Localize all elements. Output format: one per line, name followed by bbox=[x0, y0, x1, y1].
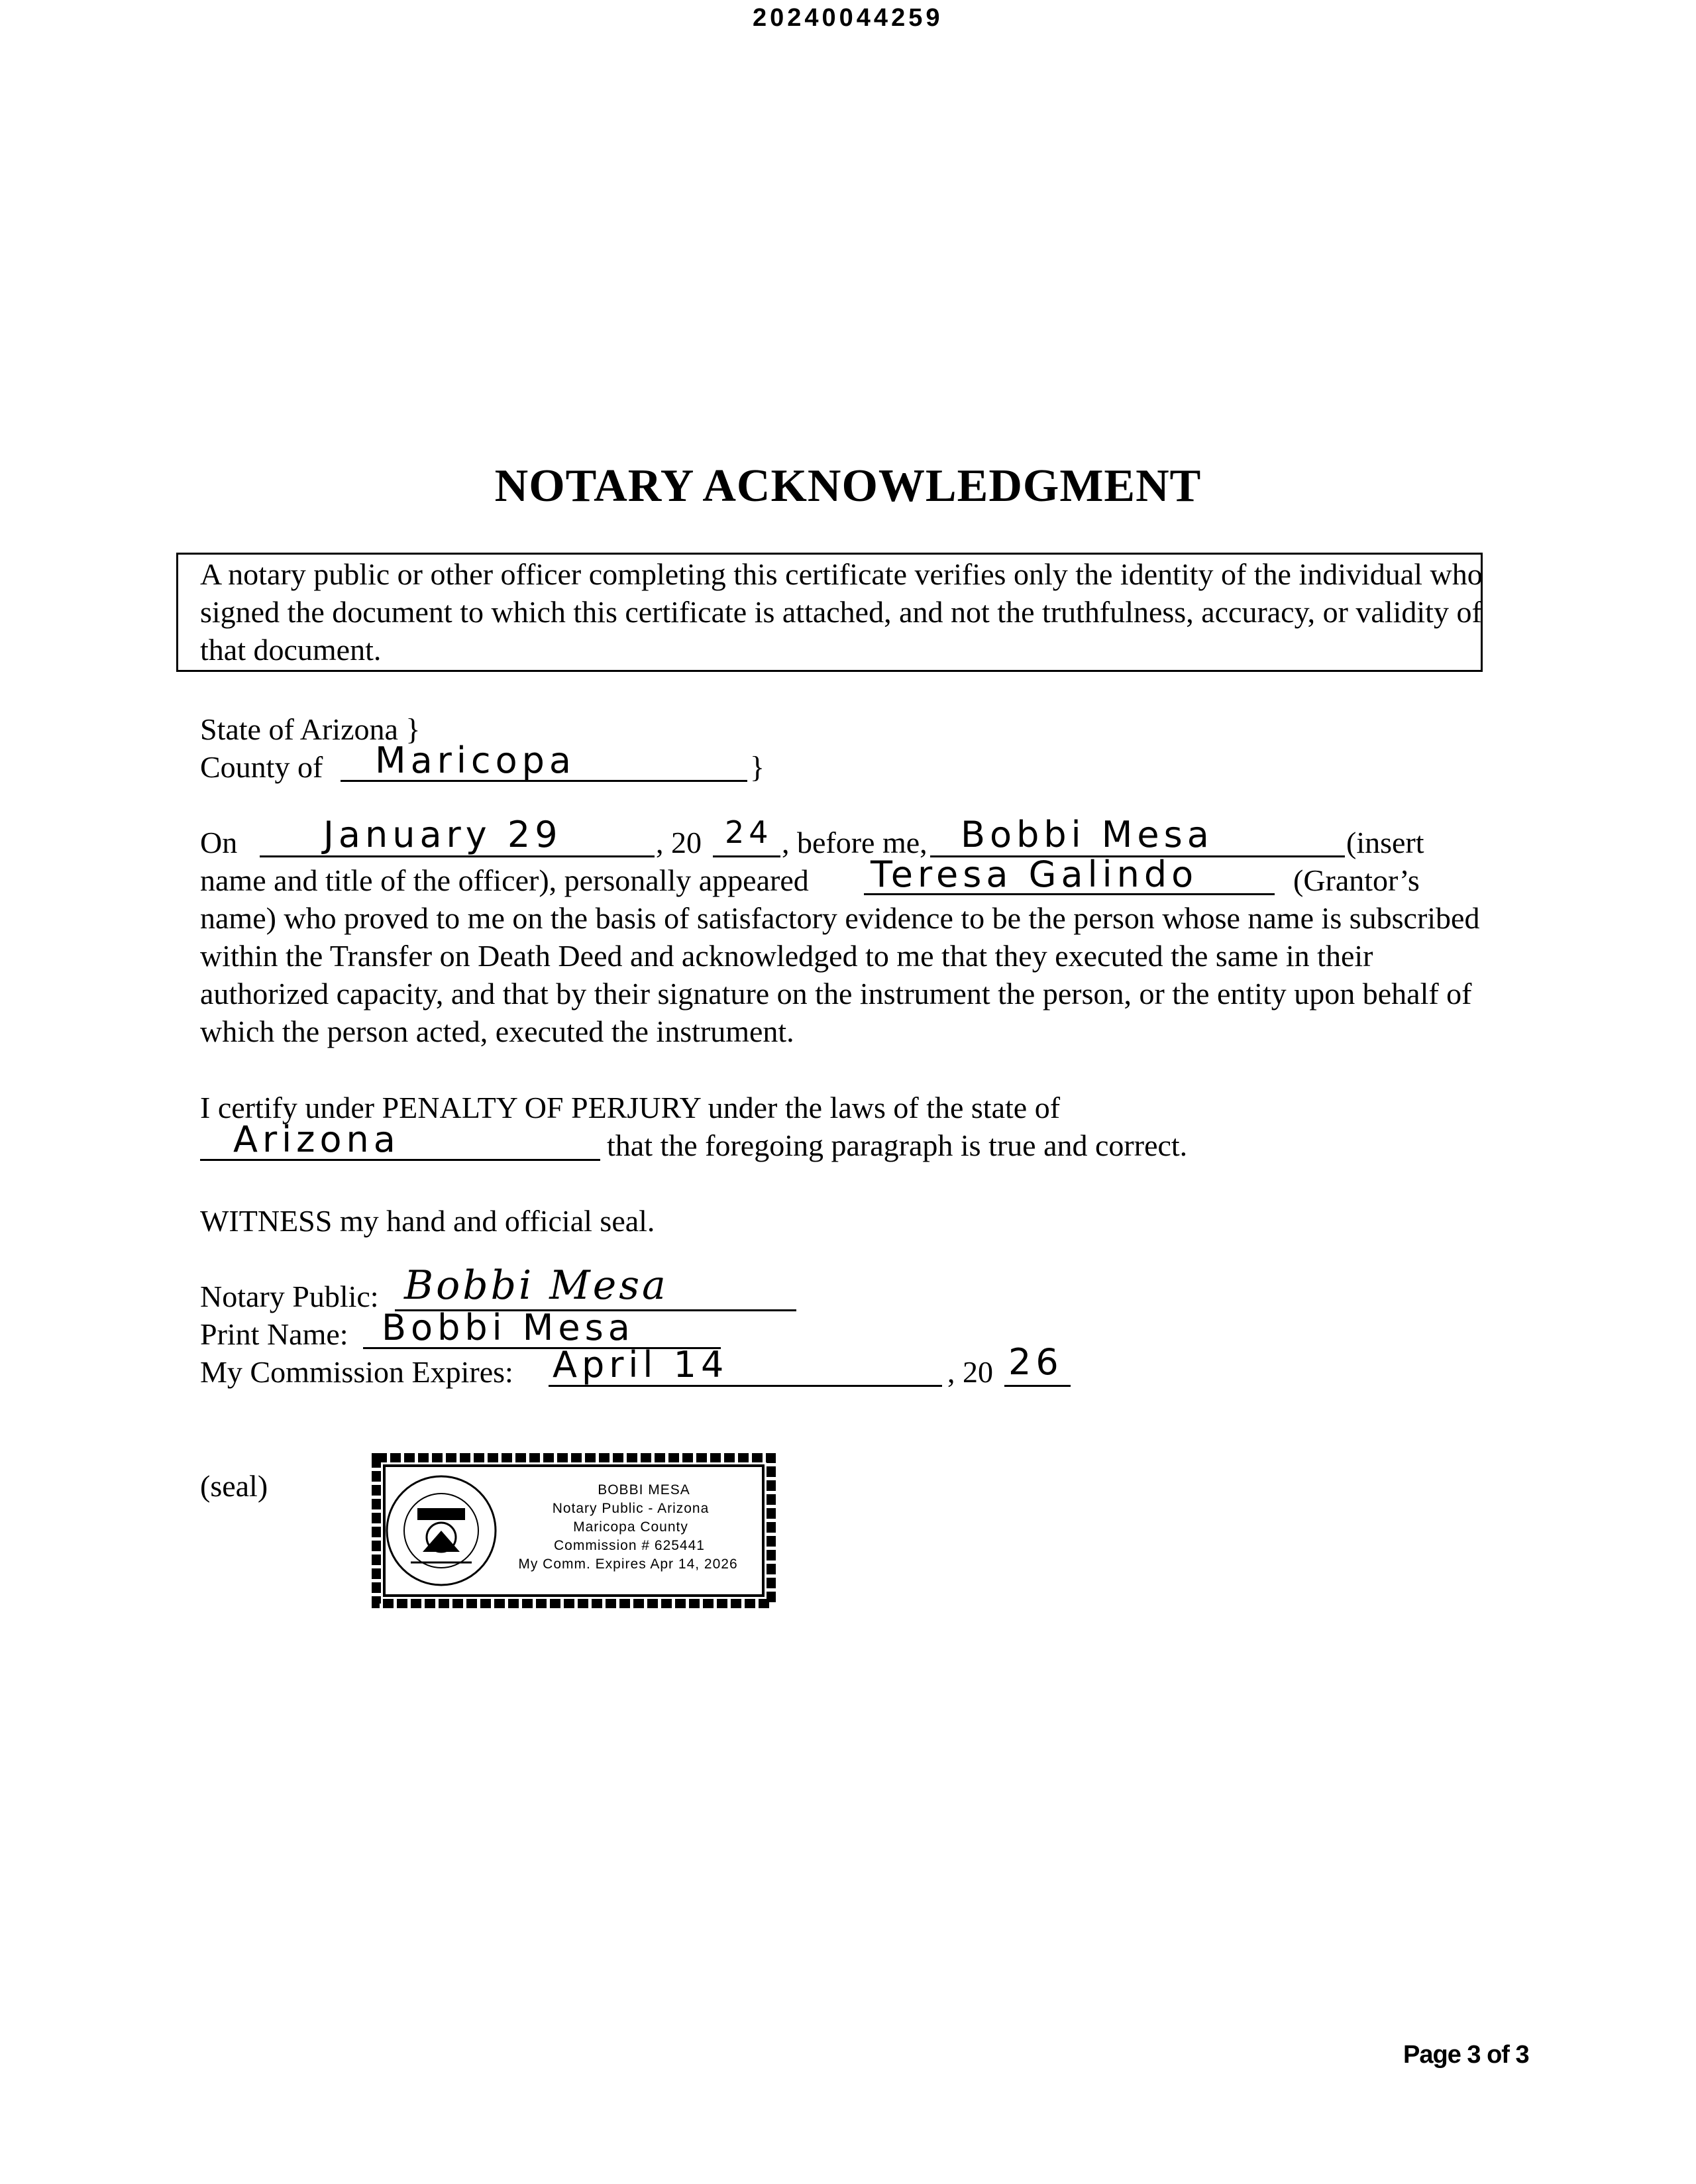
year-prefix: , 20 bbox=[656, 826, 702, 859]
appeared-label: name and title of the officer), personally appeared bbox=[200, 863, 809, 897]
acknowledgment-body: name) who proved to me on the basis of satisfactory evidence to be the person whose name is subscribed within the Transfer on Death Deed and acknowledged to me that they executed the same in their authorized capacity, and that by their signature on the instrument the person, or the entity upon behalf of which the person acted, executed the instrument. bbox=[200, 901, 1480, 1048]
print-name-label: Print Name: bbox=[200, 1317, 348, 1351]
print-name-value: Bobbi Mesa bbox=[382, 1307, 635, 1348]
page-number: Page 3 of 3 bbox=[1403, 2041, 1529, 2069]
seal-label: (seal) bbox=[200, 1469, 268, 1503]
date-value: January 29 bbox=[323, 814, 562, 855]
on-label: On bbox=[200, 826, 238, 859]
insert-label: (insert bbox=[1346, 826, 1424, 859]
commission-expires-label: My Commission Expires: bbox=[200, 1355, 513, 1389]
certification-line2: that the foregoing paragraph is true and correct. bbox=[607, 1128, 1188, 1162]
grantor-label: (Grantor’s bbox=[1293, 863, 1420, 897]
notary-public-label: Notary Public: bbox=[200, 1280, 379, 1313]
before-me-label: , before me, bbox=[782, 826, 928, 859]
state-seal-emblem bbox=[384, 1474, 498, 1588]
county-close-brace: } bbox=[750, 750, 765, 784]
page-title: NOTARY ACKNOWLEDGMENT bbox=[494, 461, 1202, 512]
expires-year-value: 26 bbox=[1008, 1341, 1063, 1383]
certification-line1: I certify under PENALTY OF PERJURY under the laws of the state of bbox=[200, 1091, 1061, 1124]
stamp-county: Maricopa County bbox=[573, 1519, 688, 1535]
stamp-title: Notary Public - Arizona bbox=[552, 1501, 710, 1516]
year-blank bbox=[713, 855, 780, 857]
year-value: 24 bbox=[725, 814, 773, 850]
certification-state-value: Arizona bbox=[233, 1119, 400, 1160]
expires-year-prefix: , 20 bbox=[947, 1355, 993, 1389]
notice-text: A notary public or other officer completing this certificate verifies only the identity of the individual who signed the document to which this certificate is attached, and not the truthfulness, accuracy, or validity of that document. bbox=[200, 557, 1483, 667]
officer-value: Bobbi Mesa bbox=[961, 814, 1214, 855]
witness-text: WITNESS my hand and official seal. bbox=[200, 1204, 655, 1238]
stamp-commission: Commission # 625441 bbox=[554, 1538, 705, 1553]
date-blank bbox=[260, 855, 655, 857]
stamp-expires: My Comm. Expires Apr 14, 2026 bbox=[518, 1556, 738, 1572]
grantor-value: Teresa Galindo bbox=[871, 853, 1198, 895]
county-label: County of bbox=[200, 750, 323, 784]
expires-year-blank bbox=[1004, 1385, 1071, 1387]
state-label: State of Arizona } bbox=[200, 712, 421, 746]
notary-signature: Bobbi Mesa bbox=[404, 1262, 668, 1309]
document-number: 20240044259 bbox=[753, 4, 943, 32]
stamp-name: BOBBI MESA bbox=[598, 1482, 690, 1498]
commission-expires-value: April 14 bbox=[553, 1344, 729, 1386]
county-value: Maricopa bbox=[375, 739, 576, 781]
